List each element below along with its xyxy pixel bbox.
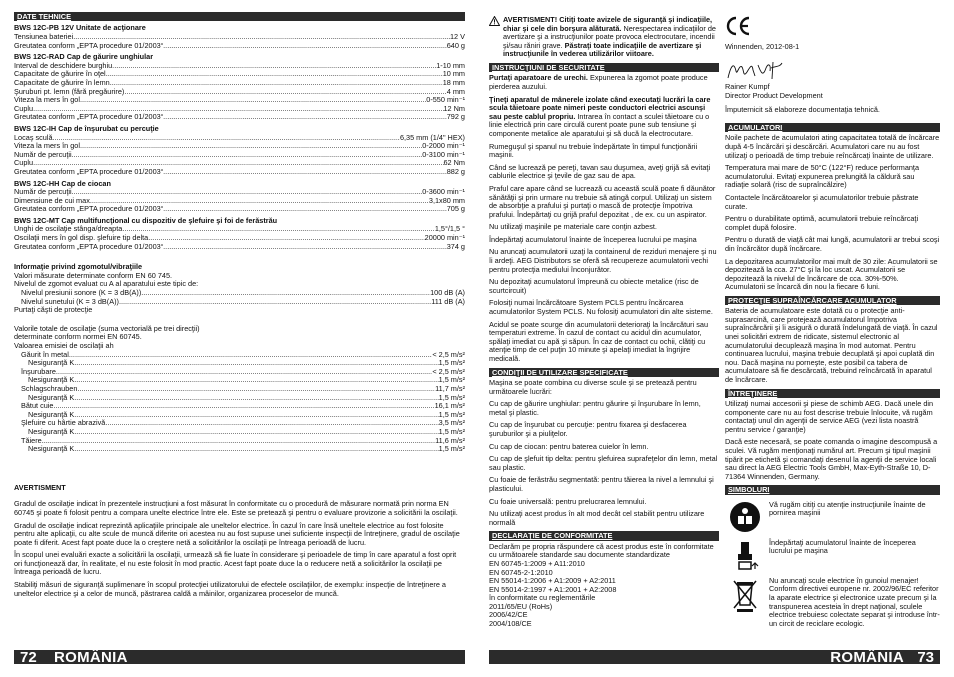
noise-title: Informaţie privind zgomotul/vibraţiile <box>14 262 143 272</box>
use-paragraph: Nu utilizaţi acest produs în alt mod decât cel stabilit pentru utilizare normală <box>489 509 705 527</box>
spec-row <box>14 142 465 151</box>
battery-info <box>725 134 940 292</box>
dot-leader <box>163 168 447 177</box>
spec-label: Nesiguranţă K <box>28 393 75 402</box>
spec-row <box>14 289 465 298</box>
spec-row <box>14 151 465 160</box>
spec-row <box>14 134 465 143</box>
spec-value: 12 Nm <box>443 104 465 113</box>
page-number-right: 73 <box>917 649 934 666</box>
spec-row <box>14 42 465 51</box>
safety-text: Expunerea la zgomot poate produce pierderea auzului. <box>489 73 708 91</box>
maintenance-info <box>725 400 940 481</box>
use-paragraph: Cu cap de şlefuit tip delta: pentru şlefuirea suprafeţelor din lemn, metal sau plastic. <box>489 454 718 472</box>
spec-row <box>14 402 465 411</box>
dot-leader <box>163 113 447 122</box>
safety-paragraph <box>489 74 719 91</box>
warning-text: Nerespectarea indicaţiilor de avertizare şi a instrucţiunilor poate provoca electrocutare, incendii şi/sau răniri grave. <box>503 23 716 50</box>
spec-label: Interval de deschidere burghiu <box>14 61 113 70</box>
noise-values <box>14 289 465 306</box>
dot-leader <box>74 394 438 403</box>
section-bar-symbols: SIMBOLURI <box>725 485 940 494</box>
model-title: BWS 12C-PB 12V Unitate de acţionare <box>14 23 146 33</box>
vibration-values <box>14 351 465 454</box>
info-paragraph: Noile pachete de acumulatori ating capacitatea totală de încărcare după 4-5 încărcări şi descărcări. Acumulatori care nu au fost utilizaţi o perioadă de timp trebuie reîncărcaţi înainte de utilizare. <box>725 133 940 160</box>
spec-label: Capacitate de găurire în oţel <box>14 70 106 79</box>
dot-leader <box>77 385 435 394</box>
spec-value: 20000 min⁻¹ <box>424 234 465 243</box>
safety-bold: Purtaţi aparatoare de urechi. <box>489 73 588 83</box>
spec-label: Şlefuire cu hârtie abrazivă <box>21 419 106 428</box>
spec-row <box>14 197 465 206</box>
spec-label: Găurit în metal <box>21 350 69 359</box>
spec-value: 11,7 m/s² <box>435 384 465 393</box>
spec-value: 11,6 m/s² <box>435 436 465 445</box>
spec-value: 0-550 min⁻¹ <box>426 96 465 105</box>
spec-label: Bătut cuie <box>21 402 54 411</box>
safety-paragraph <box>489 143 719 160</box>
spec-value: 0-3600 min⁻¹ <box>422 188 465 197</box>
spec-row <box>14 428 465 437</box>
overload-info <box>725 307 940 384</box>
info-paragraph: Temperatura mai mare de 50°C (122°F) reduce performanţa acumulatorului. Evitaţi expunerea prelungită la căldură sau radiaţie solară (risc de supraîncălzire) <box>725 163 920 190</box>
spec-value: 792 g <box>446 113 465 122</box>
safety-text: Îndepărtaţi acumulatorul înainte de începerea lucrului pe maşina <box>489 234 697 244</box>
spec-row <box>14 234 465 243</box>
dot-leader <box>80 96 426 105</box>
section-bar-technical-data: DATE TEHNICE <box>14 12 465 21</box>
conformity-line: EN 60745-2-1:2010 <box>489 567 553 577</box>
dot-leader <box>141 289 430 298</box>
dot-leader <box>74 445 438 454</box>
section-bar-safety: INSTRUCŢIUNI DE SECURITATE <box>489 63 719 72</box>
spec-row <box>14 411 465 420</box>
spec-value: 6,35 mm (1/4" HEX) <box>399 133 465 142</box>
use-paragraph: Cu foaie de ferăstrău segmentată: pentru tăierea la nivel a lemnului şi plasticului. <box>489 475 714 493</box>
dot-leader <box>72 151 423 160</box>
spec-label: Schlagschrauben <box>21 384 78 393</box>
spec-label: Greutatea conform „EPTA procedure 01/2003“ <box>14 167 164 176</box>
safety-paragraph <box>489 223 719 232</box>
spec-row <box>14 168 465 177</box>
dot-leader <box>110 79 443 88</box>
spec-row <box>14 205 465 214</box>
signer-note: Împuternicit să elaboreze documentaţia tehnică. <box>725 105 880 115</box>
spec-label: Nesiguranţă K <box>28 427 75 436</box>
safety-text: Nu utilizaţi maşinile pe materiale care conţin azbest. <box>489 222 657 232</box>
spec-label: Cuplu <box>14 159 34 168</box>
use-paragraph: Cu cap de ciocan: pentru baterea cuielor în lemn. <box>489 441 649 451</box>
info-paragraph: Contactele încărcătoarelor şi acumulatorilor trebuie păstrate curate. <box>725 192 919 211</box>
spec-label: Nesiguranţă K <box>28 410 75 419</box>
conformity-line: 2004/108/CE <box>489 619 532 629</box>
spec-label: Înşurubare <box>21 367 56 376</box>
dot-leader <box>74 376 438 385</box>
spec-row <box>14 70 465 79</box>
conformity-line: EN 60745-1:2009 + A11:2010 <box>489 558 585 568</box>
dot-leader <box>122 225 435 234</box>
spec-row <box>14 368 465 377</box>
spec-value: 1,5 m/s² <box>438 445 465 454</box>
spec-label: Greutatea conform „EPTA procedure 01/2003“ <box>14 205 164 214</box>
dot-leader <box>69 351 432 360</box>
spec-value: 62 Nm <box>443 159 465 168</box>
spec-row <box>14 79 465 88</box>
spec-value: 882 g <box>446 167 465 176</box>
spec-row <box>14 159 465 168</box>
dot-leader <box>163 205 447 214</box>
section-bar-batteries: ACUMULATORI <box>725 123 940 132</box>
safety-text: Intrarea în contact a sculei tăietoare cu o linie electrică prin care circulă curent poate pune sub tensiune şi componente metalice ale aparatului şi să ducă la electrocutare. <box>489 111 710 138</box>
spec-row <box>14 394 465 403</box>
warning-paragraph-1: Gradul de oscilaţie indicat în prezentele instrucţiuni a fost măsurat în conformitate cu o procedură de măsurare normată prin norma EN 60745 şi poate fi folosit pentru a compara unelte electrice între ele. Este se pretează şi pentru o evaluare provizorie a solicitării la oscilaţii. <box>14 499 458 517</box>
symbol-text-3: Nu aruncaţi scule electrice în gunoiul menajer! Conform directivei europene nr. 2002/96/EC referitor la aparate electrice şi electronice uzate precum şi la transpunerea acesteia în drept naţional, sculele electrice trebuiesc colectate separat şi introduse într-un circit de reciclare ecologic. <box>769 575 940 628</box>
spec-label: Dimensiune de cui max. <box>14 196 92 205</box>
dot-leader <box>73 33 450 42</box>
spec-row <box>14 113 465 122</box>
warning-paragraph-2: Gradul de oscilaţie indicat reprezintă aplicaţiile principale ale uneltelor electrice. În cazul în care însă uneltele electrice au fost folosite pentru alte aplicaţii, cu alte scule de muncă diferite ori acestea nu au fost supuse unei suficiente inspecţii de întreţinere, gradul de oscilaţie poate fi diferit. Acest fapt poate duce la o creştere netă a solicitărilor la oscilaţii pe întreaga perioadă de lucru. <box>14 520 460 547</box>
section-bar-conformity: DECLARAŢIE DE CONFORMITATE <box>489 531 719 540</box>
spec-row <box>14 419 465 428</box>
dot-leader <box>74 359 438 368</box>
spec-row <box>14 385 465 394</box>
dot-leader <box>124 88 446 97</box>
noise-intro-2: Nivelul de zgomot evaluat cu A al aparatului este tipic de: <box>14 279 199 289</box>
safety-text: Acidul se poate scurge din acumulatorii deterioraţi la încărcături sau temperaturi extreme. În cazul de contact cu acidul din acumulator, spălaţi imediat cu apă şi săpun. În caz de contact cu ochii, clătiţi cu atenţie timp de cel puţin 10 minute şi apelaţi imediat la îngrijire medicală. <box>489 319 709 363</box>
symbol-row <box>725 539 940 571</box>
dot-leader <box>163 243 447 252</box>
symbol-row <box>725 501 940 533</box>
country-label-left: ROMÂNIA <box>54 649 128 666</box>
spec-label: Greutatea conform „EPTA procedure 01/2003“ <box>14 41 164 50</box>
info-paragraph: Dacă este necesară, se poate comanda o imagine descompusă a sculei. Vă rugăm menţionaţi numărul art. Precum şi tipul maşinii tipărit pe etichetă şi comandaţi desenul la agenţii de service locali sau direct la AEG Electric Tools GmbH, Max-Eyth-Straße 10, D-71364 Winnenden, Germany. <box>725 437 938 481</box>
safety-text: Nu depozitaţi acumulatorul împreună cu obiecte metalice (risc de scurtcircuit) <box>489 277 699 295</box>
safety-text: Când se lucrează pe pereţi, tavan sau duşumea, aveţi grijă să evitaţi cablurile electrice şi ţevile de gaz sau de apa. <box>489 162 711 181</box>
spec-label: Număr de percuţii <box>14 188 72 197</box>
safety-paragraph <box>489 278 719 295</box>
spec-label: Oscilaţii mers în gol disp. şlefuire tip delta <box>14 234 149 243</box>
info-paragraph: Pentru o durată de viaţă cât mai lungă, acumulatorii ar trebui scoşi din încărcător după încărcare. <box>725 235 940 253</box>
spec-value: 1-10 mm <box>436 61 465 70</box>
spec-label: Nivelul presiunii sonore (K = 3 dB(A)) <box>21 289 142 298</box>
right-column <box>725 16 940 634</box>
read-manual-icon <box>729 501 761 533</box>
spec-label: Greutatea conform „EPTA procedure 01/2003“ <box>14 113 164 122</box>
section-bar-overload: PROTECŢIE SUPRAÎNCĂRCARE ACUMULATOR <box>725 296 940 305</box>
conformity-declaration <box>489 543 719 629</box>
warning-triangle-icon <box>489 16 500 29</box>
spec-row <box>14 88 465 97</box>
dot-leader <box>42 437 435 446</box>
spec-label: Nesiguranţă K <box>28 445 75 454</box>
safety-paragraph <box>489 236 719 245</box>
dot-leader <box>163 42 447 51</box>
signature-image <box>725 59 940 81</box>
spec-value: 0-2000 min⁻¹ <box>422 142 465 151</box>
vibration-intro-3: Valoarea emisiei de oscilaţii ah <box>14 341 114 350</box>
spec-value: 705 g <box>446 205 465 214</box>
safety-paragraph <box>489 164 719 181</box>
spec-row <box>14 351 465 360</box>
technical-data-list <box>14 24 465 251</box>
spec-label: Şuruburi pt. lemn (fără pregăurire) <box>14 87 125 96</box>
safety-paragraph <box>489 185 719 219</box>
spec-value: < 2,5 m/s² <box>432 350 465 359</box>
specified-use-list <box>489 379 719 527</box>
safety-paragraph <box>489 299 719 316</box>
spec-value: 374 g <box>446 242 465 251</box>
spec-row <box>14 243 465 252</box>
section-bar-maintenance: ÎNTREŢINERE <box>725 389 940 398</box>
middle-column <box>489 16 719 629</box>
warning-title: AVERTISMENT <box>14 482 66 492</box>
safety-text: Nu aruncaţi acumulatorii uzaţi la containerul de reziduri menajere şi nu îi ardeţi. AEG Distributors se oferă să recupereze acumulatorii vechi pentru protecţia mediului înconjurător. <box>489 247 717 274</box>
conformity-line: în conformitate cu reglementările <box>489 593 596 603</box>
spec-value: 12 V <box>449 33 465 41</box>
country-label-right: ROMÂNIA <box>830 649 904 666</box>
spec-value: 1,5 m/s² <box>438 359 465 368</box>
conformity-line: EN 55014-2:1997 + A1:2001 + A2:2008 <box>489 584 617 594</box>
noise-intro-1: Valori măsurate determinate conform EN 60 745. <box>14 270 173 280</box>
use-paragraph: Maşina se poate combina cu diverse scule şi se pretează pentru următoarele lucrări: <box>489 378 697 396</box>
spec-value: 100 dB (A) <box>430 289 465 298</box>
spec-row <box>14 105 465 114</box>
spec-value: 0-3100 min⁻¹ <box>422 150 465 159</box>
symbol-row <box>725 577 940 629</box>
dot-leader <box>53 134 400 143</box>
symbol-text-1: Vă rugăm citiţi cu atenţie instrucţiunile înainte de pornirea maşinii <box>769 499 926 518</box>
spec-value: 4 mm <box>446 87 465 96</box>
dot-leader <box>74 428 438 437</box>
spec-row <box>14 62 465 71</box>
spec-label: Nesiguranţă K <box>28 376 75 385</box>
dot-leader <box>56 368 432 377</box>
info-paragraph: Pentru o durabilitate optimă, acumulatorii trebuie reîncărcaţi complet după folosire. <box>725 214 919 232</box>
warning-paragraph-4: Stabiliţi măsuri de siguranţă suplimenare în scopul protecţiei utilizatorului de efectele oscilaţiilor, de exemplu: inspecţie de întreţinere a uneltelor electrice şi a celor de muncă, păstrarea caldă a mâinilor, organizarea proceselor de muncă. <box>14 580 446 598</box>
safety-text: Folosiţi numai încărcătoare System PCLS pentru încărcarea acumulatorilor System PCLS. Nu folosiţi acumulatori din alte sisteme. <box>489 298 713 317</box>
spec-value: 1,5 m/s² <box>438 427 465 436</box>
conformity-line: Declarăm pe propria răspundere că acest produs este în conformitate cu următoarele standarde sau documente standardizate <box>489 541 714 560</box>
symbol-text-2: Îndepărtaţi acumulatorul înainte de începerea lucrului pe maşina <box>769 537 916 556</box>
section-bar-specified-use: CONDIŢII DE UTILIZARE SPECIFICATE <box>489 368 719 377</box>
spec-row <box>14 376 465 385</box>
spec-label: Capacitate de găurire în lemn <box>14 78 110 87</box>
hearing-protection-note: Purtaţi căşti de protecţie <box>14 305 93 315</box>
spec-label: Unghi de oscilaţie stânga/dreapta <box>14 225 123 234</box>
dot-leader <box>105 419 438 428</box>
page-number-left: 72 <box>20 649 37 666</box>
left-column <box>14 12 465 602</box>
spec-value: 10 mm <box>442 70 465 79</box>
spec-row <box>14 359 465 368</box>
safety-text: Rumeguşul şi spanul nu trebuie îndepărtate în timpul funcţionării maşinii. <box>489 141 698 160</box>
use-paragraph: Cu foaie universală: pentru prelucrarea lemnului. <box>489 496 647 506</box>
remove-battery-icon <box>729 539 761 571</box>
place-date: Winnenden, 2012-08-1 <box>725 41 800 51</box>
dot-leader <box>72 188 423 197</box>
vibration-intro-2: determinate conform normei EN 60745. <box>14 332 142 342</box>
safety-paragraph <box>489 96 719 139</box>
model-title: BWS 12C-MT Cap multifuncţional cu dispozitiv de şlefuire şi foi de ferăstrău <box>14 215 278 225</box>
conformity-line: EN 55014-1:2006 + A1:2009 + A2:2011 <box>489 576 616 586</box>
conformity-line: 2006/42/CE <box>489 610 528 620</box>
safety-bold: Ţineţi aparatul de mânerele izolate când executaţi lucrări la care scula tăietoare poate nimeri peste conductori electrici ascunşi sau peste cablul propriu. <box>489 94 711 121</box>
safety-warning-box <box>489 16 719 59</box>
spec-row <box>14 188 465 197</box>
footer-left <box>14 650 465 664</box>
use-paragraph: Cu cap de înşurubat cu percuţie: pentru fixarea şi desfacerea şuruburilor şi a piuliţelor. <box>489 420 687 438</box>
dot-leader <box>74 411 438 420</box>
safety-paragraph <box>489 248 719 274</box>
conformity-line: 2011/65/EU (RoHs) <box>489 601 553 611</box>
use-paragraph: Cu cap de găurire unghiular: pentru găurire şi înşurubare în lemn, metal şi plastic. <box>489 399 701 417</box>
spec-value: 1,5°/1,5 ° <box>434 225 465 234</box>
spec-label: Nivelul sunetului (K = 3 dB(A)) <box>21 297 119 306</box>
spec-value: 3,1x80 mm <box>428 196 465 205</box>
spec-value: 1,5 m/s² <box>438 393 465 402</box>
spec-label: Tensiunea bateriei <box>14 33 74 41</box>
signer-name: Rainer Kumpf <box>725 82 770 92</box>
spec-label: Viteza la mers în gol <box>14 96 80 105</box>
spec-value: < 2,5 m/s² <box>432 367 465 376</box>
dot-leader <box>92 197 429 206</box>
spec-value: 3,5 m/s² <box>438 419 465 428</box>
dot-leader <box>80 142 422 151</box>
spec-label: Viteza la mers în gol <box>14 142 80 151</box>
spec-value: 111 dB (A) <box>431 297 465 306</box>
warning-keep-text: Păstraţi toate indicaţiile de avertizare şi instrucţiunile în vederea utilizărilor viitoare. <box>503 40 702 59</box>
spec-row <box>14 437 465 446</box>
spec-label: Greutatea conform „EPTA procedure 01/2003“ <box>14 242 164 251</box>
ce-mark-icon <box>725 16 940 39</box>
spec-row <box>14 33 465 42</box>
spec-label: Nesiguranţă K <box>28 359 75 368</box>
spec-row <box>14 225 465 234</box>
crossed-bin-icon <box>729 577 761 609</box>
info-paragraph: Bateria de acumulatoare este dotată cu o protecţie anti-suprasarcină, care protejează acumulatorul împotriva supraîncărcării şi îi asigură o durată îndelungată de viaţă. În cazul unei solicitări extrem de ridicate, sistemul electronic al acumulatorului decuplează maşina în mod automat. Pentru continuarea lucrului, maşina trebuie decuplată şi apoi cuplată din nou. Dacă maşina nu porneşte, este posibil ca tabera de acumulatoare să fie descărcată, trebuind reîncărcată în aparatul de încărcare. <box>725 306 938 385</box>
vibration-intro-1: Valorile totale de oscilaţie (suma vectorială pe trei direcţii) <box>14 323 200 333</box>
info-paragraph: La depozitarea acumulatorilor mai mult de 30 zile: Acumulatorii se depozitează la cca. 27°C şi la loc uscat. Acumulatorii se depozitează la nivelul de încărcare de cca. 30%-50%. Acumulatorii se încarcă din nou la fiecare 6 luni. <box>725 256 938 292</box>
model-title: BWS 12C-RAD Cap de găurire unghiular <box>14 52 154 62</box>
dot-leader <box>33 105 443 114</box>
model-title: BWS 12C-HH Cap de ciocan <box>14 178 111 188</box>
safety-text: Praful care apare când se lucrează cu această sculă poate fi dăunător sănătăţii şi prin urmare nu trebuie să atingă corpul. Utilizaţi un sistem de absorbţie a prafului şi purtaţi o mască de protecţie împotriva prafului. Îndepărtaţi cu grijă praful depozitat , de ex. cu un aspirator. <box>489 183 716 219</box>
dot-leader <box>148 234 424 243</box>
spec-value: 16,1 m/s² <box>434 402 465 411</box>
footer-right <box>489 650 940 664</box>
spec-label: Cuplu <box>14 104 34 113</box>
spec-value: 18 mm <box>442 78 465 87</box>
dot-leader <box>106 70 443 79</box>
signer-title: Director Product Development <box>725 90 823 100</box>
spec-label: Locaş sculă <box>14 133 53 142</box>
warning-paragraph-3: În scopul unei evaluări exacte a solicitării la oscilaţii, urmează să fie luate în considerare şi perioadele de timp în care aparatul a fost oprit ori funcţionează dar, în realitate, el nu este folosit în mod practic. Acest fapt poate duce la o reducere netă a solicitărilor la oscilaţii pe întreaga perioadă de lucru. <box>14 550 457 577</box>
safety-instructions <box>489 74 719 363</box>
info-paragraph: Utilizaţi numai accesorii şi piese de schimb AEG. Dacă unele din componente care nu au fost descrise trebuie înlocuite, vă rugăm contactaţi unul din agenţii de service AEG (vezi lista noastră pentru service / garanţie) <box>725 399 934 434</box>
warning-headline: AVERTISMENT! Citiţi toate avizele de siguranţă şi indicaţiile, chiar şi cele din borşura alăturată. <box>503 15 713 33</box>
spec-value: 1,5 m/s² <box>438 410 465 419</box>
spec-label: Număr de percuţii <box>14 150 72 159</box>
dot-leader <box>53 402 434 411</box>
model-title: BWS 12C-IH Cap de înşurubat cu percuţie <box>14 123 159 133</box>
spec-value: 640 g <box>446 41 465 50</box>
spec-label: Tăiere <box>21 436 42 445</box>
spec-row <box>14 445 465 454</box>
safety-paragraph <box>489 321 719 364</box>
spec-row <box>14 96 465 105</box>
dot-leader <box>119 298 431 307</box>
spec-value: 1,5 m/s² <box>438 376 465 385</box>
dot-leader <box>112 62 436 71</box>
dot-leader <box>33 159 443 168</box>
